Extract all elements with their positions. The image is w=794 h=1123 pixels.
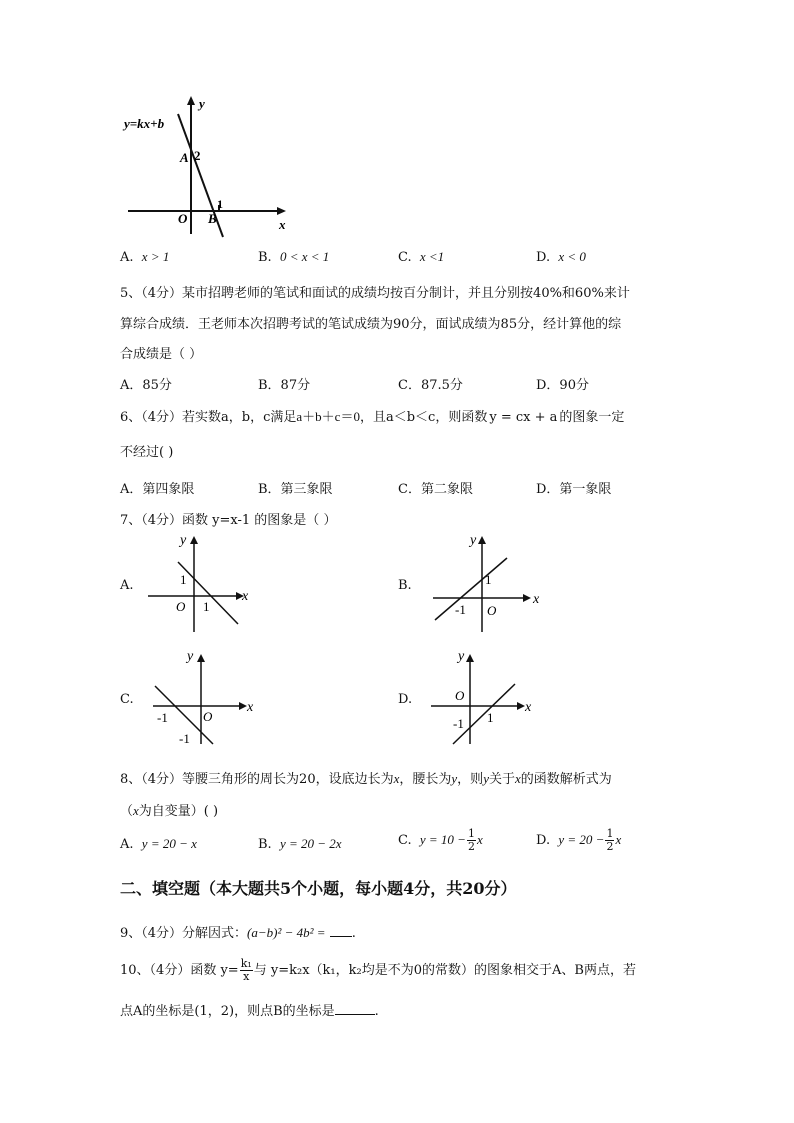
y-axis-arrow xyxy=(187,96,195,105)
q8-text-pre: 8、（4分）等腰三角形的周长为20，设底边长为 xyxy=(120,772,394,787)
q8-var-x3: x xyxy=(133,803,139,818)
equation-label: y=kx+b xyxy=(124,116,165,131)
q7-graph-b xyxy=(425,528,555,638)
tick-one-label: 1 xyxy=(217,197,223,211)
y-label: y xyxy=(470,533,477,548)
q8-text-mid2: ，则 xyxy=(457,772,484,787)
q8-line-1 xyxy=(120,768,612,787)
x-label: x xyxy=(525,700,532,715)
q8-option-b: B. y = 20 − 2x xyxy=(258,836,342,852)
origin-label: O xyxy=(455,688,465,703)
q6-text-mid: ，且 xyxy=(359,410,386,425)
q7-label-c: C. xyxy=(120,692,134,707)
x-label: x xyxy=(242,589,249,604)
q8-option-a: A. y = 20 − x xyxy=(120,836,197,852)
y-axis-arrow xyxy=(466,654,474,662)
point-a-label: A xyxy=(180,150,189,165)
x-intercept-label: 1 xyxy=(203,599,210,614)
q10-line-1 xyxy=(120,958,636,983)
q8-text-mid3: 关于 xyxy=(488,772,515,787)
q9-text: 9、（4分）分解因式： xyxy=(120,926,248,941)
q6-text-post: 的图象一定 xyxy=(559,410,625,425)
x-axis-arrow xyxy=(523,594,531,602)
y-axis-arrow xyxy=(197,654,205,662)
q9 xyxy=(120,922,356,941)
q8-option-d: D. y = 20 − $\frac{1}{2}$ x xyxy=(536,827,622,853)
q10-line2-text: 点A的坐标是(1，2)，则点B的坐标是 xyxy=(120,1004,335,1019)
q8-text-mid: ，腰长为 xyxy=(399,772,452,787)
y-intercept-label: 1 xyxy=(180,572,187,587)
y-label: y xyxy=(187,649,194,664)
q8-var-y2: y xyxy=(483,771,489,786)
q8-var-x2: x xyxy=(514,771,521,786)
q4-option-c: C. x <1 xyxy=(398,249,445,265)
q6-line-2: 不经过( ) xyxy=(120,445,174,460)
x-axis-arrow xyxy=(239,702,247,710)
x-label: x xyxy=(247,700,254,715)
y-label: y xyxy=(180,533,187,548)
q4-option-d: D. x < 0 xyxy=(536,249,586,265)
y-axis-label: y xyxy=(199,96,205,111)
q5-line-3: 合成绩是（ ） xyxy=(120,347,203,362)
q8-line2-post: 为自变量）( ) xyxy=(138,804,219,819)
q6-line-1 xyxy=(120,406,624,425)
x-intercept-label: -1 xyxy=(157,710,168,725)
q4-option-b: B. 0 < x < 1 xyxy=(258,249,330,265)
q6-option-c: C．第二象限 xyxy=(398,482,473,497)
x-intercept-label: -1 xyxy=(455,602,466,617)
q10-text-pre: 10、（4分）函数 y= xyxy=(120,963,239,978)
origin-label: O xyxy=(487,603,497,618)
x-intercept-label: 1 xyxy=(487,710,494,725)
q8-option-c: C. y = 10 − $\frac{1}{2}$ x xyxy=(398,827,483,853)
q6-option-a: A．第四象限 xyxy=(120,482,195,497)
x-label: x xyxy=(533,592,540,607)
y-label: y xyxy=(458,649,465,664)
q5-option-d: D．90分 xyxy=(536,378,589,393)
q7-graph-c xyxy=(145,644,270,749)
q8-var-y: y xyxy=(451,771,458,786)
q5-line-1: 5、（4分）某市招聘老师的笔试和面试的成绩均按百分制计，并且分别按40%和60%来计 xyxy=(120,286,630,301)
q5-option-b: B．87分 xyxy=(258,378,311,393)
q7-graph-a xyxy=(140,528,265,638)
x-axis-arrow xyxy=(517,702,525,710)
q6-function: y = cx + a xyxy=(489,410,558,425)
q7-graph-d xyxy=(425,644,550,749)
intercept-two-label: 2 xyxy=(194,148,201,163)
x-axis-label: x xyxy=(279,217,286,232)
q4-option-a: A. x > 1 xyxy=(120,249,170,265)
q9-expression: (a−b)² − 4b² = xyxy=(247,925,326,940)
q6-option-d: D．第一象限 xyxy=(536,482,612,497)
q10-fraction: $\frac{\text{k₁}}{x}$ xyxy=(240,957,252,983)
origin-label: O xyxy=(178,211,188,226)
q7-label-d: D. xyxy=(398,692,413,707)
q8-line2-pre: （ xyxy=(120,804,134,819)
q6-condition-order: a＜b＜c xyxy=(385,410,436,425)
q10-period: . xyxy=(374,1004,379,1019)
q6-condition-sum: a＋b＋c＝0 xyxy=(296,409,360,424)
q5-option-c: C．87.5分 xyxy=(398,378,463,393)
y-axis-arrow xyxy=(190,536,198,544)
q6-text-mid2: ，则函数 xyxy=(435,410,488,425)
y-intercept-label: -1 xyxy=(453,716,464,731)
q7-stem: 7、（4分）函数 y=x-1 的图象是（ ） xyxy=(120,513,337,528)
graph-line xyxy=(178,562,238,624)
q8-c-fraction: $\frac{1}{2}$ xyxy=(467,827,475,853)
y-intercept-label: 1 xyxy=(485,572,492,587)
point-b-label: B xyxy=(208,211,217,226)
q8-d-fraction: $\frac{1}{2}$ xyxy=(606,827,614,853)
q9-answer-blank[interactable] xyxy=(330,935,352,937)
q7-label-a: A. xyxy=(120,578,134,593)
q6-text-pre: 6、（4分）若实数a，b，c满足 xyxy=(120,410,297,425)
figure-linear-function xyxy=(118,92,298,242)
y-intercept-label: -1 xyxy=(179,731,190,746)
q8-var-x: x xyxy=(393,771,400,786)
origin-label: O xyxy=(203,709,213,724)
q5-option-a: A．85分 xyxy=(120,378,172,393)
q5-line-2: 算综合成绩．王老师本次招聘考试的笔试成绩为90分，面试成绩为85分，经计算他的综 xyxy=(120,317,622,332)
q8-line-2 xyxy=(120,800,218,819)
q10-text-mid: 与 y=k₂x（k₁，k₂均是不为0的常数）的图象相交于A、B两点，若 xyxy=(253,963,636,978)
q8-text-post: 的函数解析式为 xyxy=(520,772,612,787)
q9-period: . xyxy=(351,926,356,941)
q7-label-b: B. xyxy=(398,578,412,593)
y-axis-arrow xyxy=(478,536,486,544)
q10-line-2 xyxy=(120,1000,379,1019)
x-axis-arrow xyxy=(277,207,286,215)
q6-option-b: B．第三象限 xyxy=(258,482,333,497)
origin-label: O xyxy=(176,599,186,614)
q10-answer-blank[interactable] xyxy=(335,1013,375,1015)
section-title-fill-in: 二、填空题（本大题共5个小题，每小题4分，共20分） xyxy=(120,879,517,898)
